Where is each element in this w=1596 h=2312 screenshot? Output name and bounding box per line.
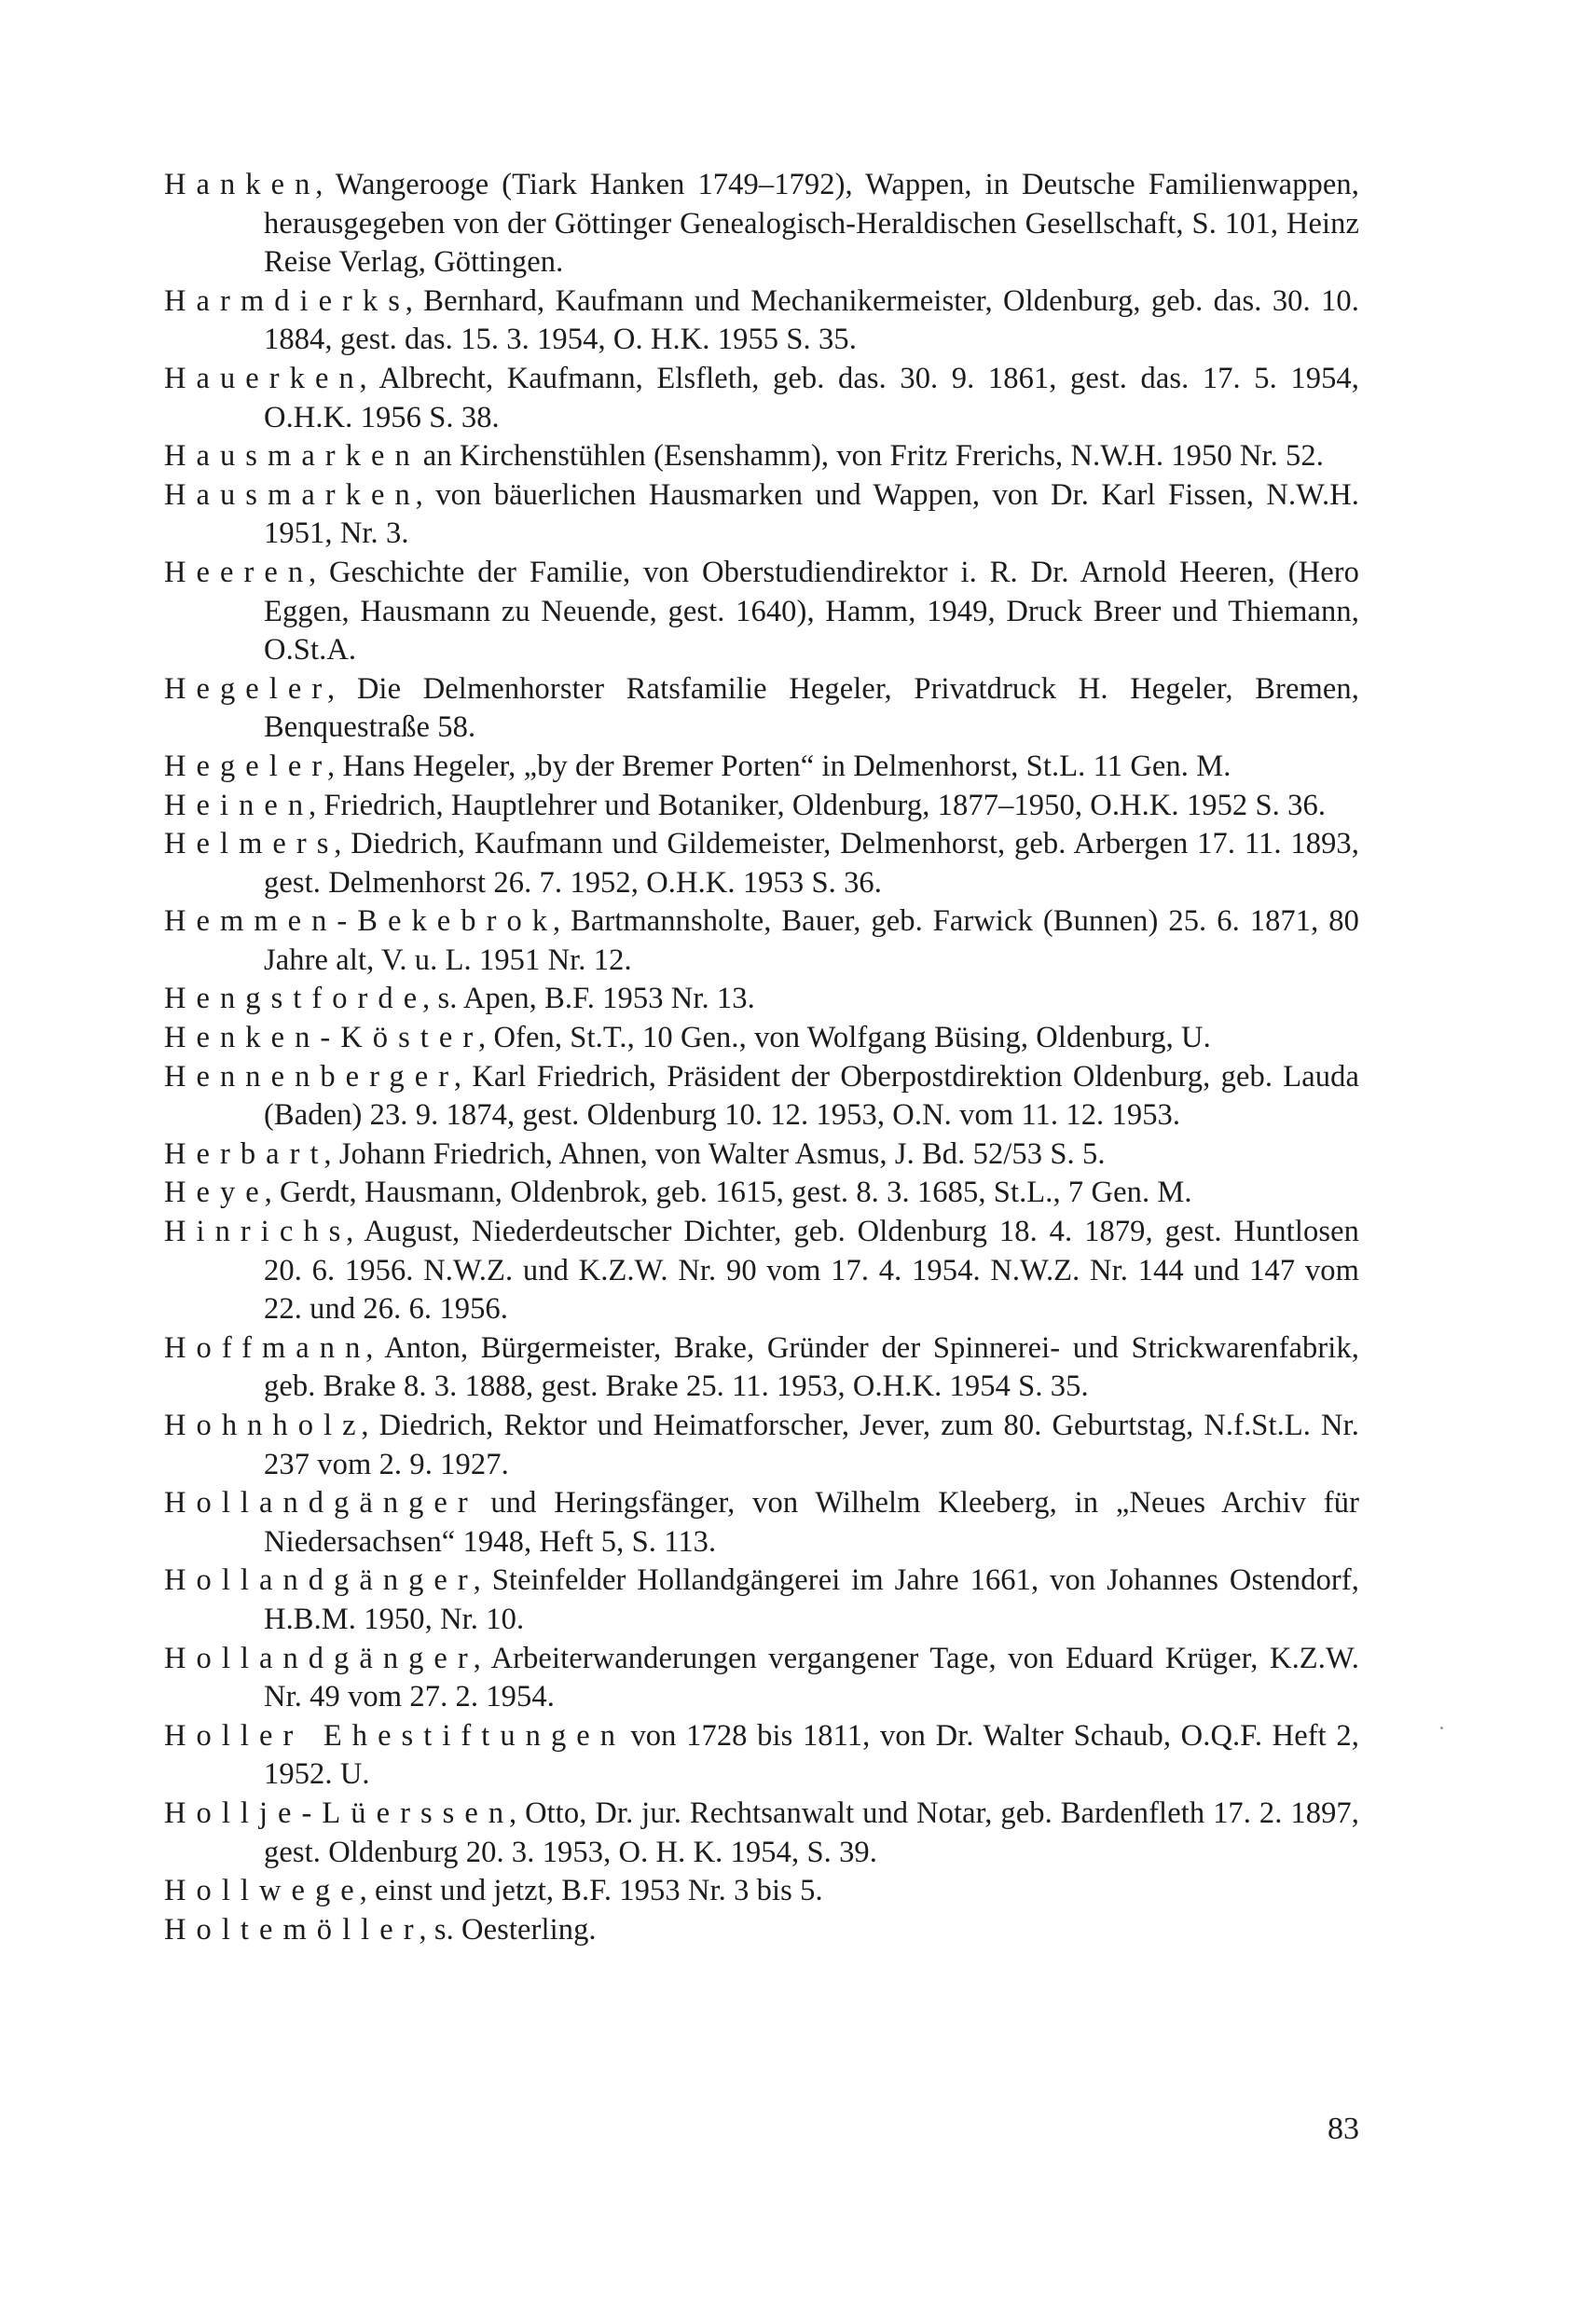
bibliography-entry [164, 1484, 1359, 1562]
entry-headword: Hollandgänger [164, 1563, 478, 1598]
entry-text: an Kirchenstühlen (Esenshamm), von Fritz Frerichs, N.W.H. 1950 Nr. 52. [415, 439, 1324, 474]
entry-headword: Hollje-Lüerssen [164, 1796, 515, 1830]
bibliography-entry [164, 1135, 1359, 1175]
bibliography-entry [164, 748, 1359, 787]
bibliography-entry [164, 1562, 1359, 1639]
entry-headword: Hegeler [164, 671, 333, 706]
entry-headword: Heeren [164, 555, 314, 589]
entry-text: , Gerdt, Hausmann, Oldenbrok, geb. 1615, gest. 8. 3. 1685, St.L., 7 Gen. M. [264, 1176, 1192, 1210]
entry-headword: Harmdierks [164, 283, 410, 318]
entry-text: , Die Delmenhorster Ratsfamilie Hegeler, Privatdruck H. Hegeler, Bremen, Benquestraße 58. [264, 671, 1359, 745]
entry-text: , s. Apen, B.F. 1953 Nr. 13. [422, 982, 755, 1016]
bibliography-entry [164, 476, 1359, 554]
entry-headword: Heye [164, 1176, 269, 1210]
entry-headword: Holler Ehestiftungen [164, 1718, 626, 1753]
entry-headword: Hollandgänger [164, 1641, 478, 1675]
bibliography-entry [164, 1872, 1359, 1911]
entry-headword: Hennenberger [164, 1059, 460, 1094]
entry-text: , Diedrich, Rektor und Heimatforscher, Jever, zum 80. Geburtstag, N.f.St.L. Nr. 237 vom 2. 9. 1927. [264, 1409, 1359, 1481]
entry-text: , Steinfelder Hollandgängerei im Jahre 1661, von Johannes Ostendorf, H.B.M. 1950, Nr. 10. [264, 1563, 1359, 1636]
entry-headword: Hollandgänger [164, 1486, 478, 1521]
entry-text: , Bernhard, Kaufmann und Mechanikermeister, Oldenburg, geb. das. 30. 10. 1884, gest. das. 15. 3. 1954, O. H.K. 1955 S. 35. [264, 283, 1359, 357]
bibliography-entry [164, 1640, 1359, 1717]
page-number: 83 [1328, 2112, 1359, 2146]
bibliography-entry [164, 1174, 1359, 1213]
entry-text: , August, Niederdeutscher Dichter, geb. Oldenburg 18. 4. 1879, gest. Huntlosen 20. 6. 1956. N.W.Z. und K.Z.W. Nr. 90 vom 17. 4. 1954. N.W.Z. Nr. 144 und 147 vom 22. und 26. 6. 1956. [264, 1215, 1359, 1327]
entry-text: , Albrecht, Kaufmann, Elsfleth, geb. das. 30. 9. 1861, gest. das. 17. 5. 1954, O.H.K. 1956 S. 38. [264, 361, 1359, 434]
entry-text: , s. Oesterling. [419, 1912, 597, 1947]
entry-text: , Otto, Dr. jur. Rechtsanwalt und Notar, geb. Bardenfleth 17. 2. 1897, gest. Oldenburg 20. 3. 1953, O. H. K. 1954, S. 39. [264, 1796, 1359, 1869]
paper-speck [1440, 1727, 1443, 1729]
entry-headword: Holtemöller [164, 1912, 424, 1947]
entry-text: , Wangerooge (Tiark Hanken 1749–1792), Wappen, in Deutsche Familienwappen, herausgegeben von der Göttinger Genealogisch-Heraldischen Gesellschaft, S. 101, Heinz Reise Verlag, Göttingen. [264, 168, 1359, 280]
entry-text: , Bartmannsholte, Bauer, geb. Farwick (Bunnen) 25. 6. 1871, 80 Jahre alt, V. u. L. 1951 Nr. 12. [264, 904, 1359, 977]
bibliography-entry [164, 554, 1359, 670]
entry-headword: Hausmarken [164, 439, 420, 474]
entry-text: , Geschichte der Familie, von Oberstudiendirektor i. R. Dr. Arnold Heeren, (Hero Eggen, Hausmann zu Neuende, gest. 1640), Hamm, 1949, Druck Breer und Thiemann, O.St.A. [264, 555, 1359, 667]
entry-text: , Ofen, St.T., 10 Gen., von Wolfgang Büsing, Oldenburg, U. [478, 1021, 1211, 1055]
entry-headword: Hegeler [164, 749, 333, 783]
entry-headword: Heinen [164, 788, 314, 822]
entry-text: und Heringsfänger, von Wilhelm Kleeberg, in „Neues Archiv für Niedersachsen“ 1948, Heft 5, S. 113. [264, 1486, 1359, 1559]
bibliography-entry [164, 980, 1359, 1019]
bibliography-entry [164, 360, 1359, 437]
entry-headword: Hemmen-Bekebrok [164, 904, 558, 939]
entry-headword: Henken-Köster [164, 1021, 484, 1055]
entry-headword: Hengstforde [164, 982, 428, 1016]
entry-text: , einst und jetzt, B.F. 1953 Nr. 3 bis 5. [359, 1874, 823, 1908]
entry-text: , Arbeiterwanderungen vergangener Tage, von Eduard Krüger, K.Z.W. Nr. 49 vom 27. 2. 1954. [264, 1641, 1359, 1714]
entry-headword: Hollwege [164, 1874, 365, 1908]
bibliography-entry [164, 1717, 1359, 1795]
entry-text: , Karl Friedrich, Präsident der Oberpostdirektion Oldenburg, geb. Lauda (Baden) 23. 9. 1874, gest. Oldenburg 10. 12. 1953, O.N. vom 11. 12. 1953. [264, 1059, 1359, 1133]
entry-text: , Diedrich, Kaufmann und Gildemeister, Delmenhorst, geb. Arbergen 17. 11. 1893, gest. Delmenhorst 26. 7. 1952, O.H.K. 1953 S. 36. [264, 827, 1359, 900]
entry-text: , von bäuerlichen Hausmarken und Wappen, von Dr. Karl Fissen, N.W.H. 1951, Nr. 3. [264, 477, 1359, 551]
bibliography-entry [164, 437, 1359, 476]
entry-headword: Helmers [164, 827, 339, 861]
bibliography-entry [164, 825, 1359, 902]
bibliography-entry [164, 1019, 1359, 1058]
entry-text: , Anton, Bürgermeister, Brake, Gründer der Spinnerei- und Strickwarenfabrik, geb. Brake 8. 3. 1888, gest. Brake 25. 11. 1953, O.H.K. 1954 S. 35. [264, 1330, 1359, 1404]
bibliography-entry [164, 166, 1359, 282]
bibliography-entry [164, 902, 1359, 980]
bibliography-entry [164, 282, 1359, 360]
bibliography-entry [164, 1911, 1359, 1950]
entry-headword: Hohnholz [164, 1409, 366, 1442]
bibliography-entry [164, 1795, 1359, 1872]
entry-text: , Hans Hegeler, „by der Bremer Porten“ in Delmenhorst, St.L. 11 Gen. M. [327, 749, 1231, 783]
entry-text: , Friedrich, Hauptlehrer und Botaniker, Oldenburg, 1877–1950, O.H.K. 1952 S. 36. [308, 788, 1327, 822]
entry-headword: Hoffmann [164, 1330, 371, 1365]
entry-text: von 1728 bis 1811, von Dr. Walter Schaub, O.Q.F. Heft 2, 1952. U. [264, 1718, 1359, 1792]
bibliography-entry [164, 1058, 1359, 1135]
bibliography-entry [164, 1329, 1359, 1407]
bibliography-entry [164, 787, 1359, 826]
entry-headword: Herbart [164, 1136, 329, 1171]
bibliography-entry [164, 1407, 1359, 1484]
entry-headword: Hinrichs [164, 1215, 351, 1249]
entry-text: , Johann Friedrich, Ahnen, von Walter Asmus, J. Bd. 52/53 S. 5. [323, 1136, 1106, 1171]
entry-headword: Hauerken [164, 361, 365, 395]
entry-headword: Hanken [164, 168, 321, 201]
bibliography-entry [164, 670, 1359, 748]
entry-list [164, 166, 1359, 1949]
bibliography-entry [164, 1213, 1359, 1329]
entry-headword: Hausmarken [164, 477, 420, 512]
